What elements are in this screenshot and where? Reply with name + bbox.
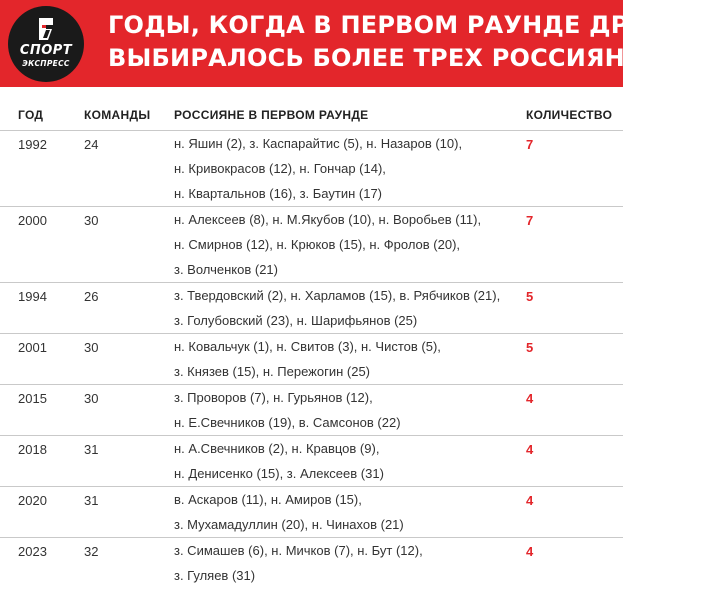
players-line: н. Яшин (2), з. Каспарайтис (5), н. Назаров (10), (174, 136, 463, 151)
table-row (0, 206, 623, 282)
cell-teams: 32 (84, 544, 99, 559)
cell-players (174, 538, 423, 588)
cell-players (174, 334, 441, 384)
cell-year: 1994 (18, 289, 47, 304)
column-header-players: РОССИЯНЕ В ПЕРВОМ РАУНДЕ (174, 108, 369, 122)
players-line: н. Е.Свечников (19), в. Самсонов (22) (174, 415, 401, 430)
cell-count: 4 (526, 442, 534, 457)
table-row (0, 282, 623, 333)
page-title (108, 9, 707, 75)
cell-year: 2015 (18, 391, 47, 406)
players-line: н. Квартальнов (16), з. Баутин (17) (174, 186, 382, 201)
draft-table (0, 100, 623, 588)
cell-year: 2001 (18, 340, 47, 355)
players-line: з. Гуляев (31) (174, 568, 256, 583)
players-line: з. Мухамадуллин (20), н. Чинахов (21) (174, 517, 404, 532)
cell-players (174, 207, 481, 282)
cell-year: 2020 (18, 493, 47, 508)
cell-year: 2018 (18, 442, 47, 457)
table-header (0, 100, 623, 130)
cell-count: 4 (526, 391, 534, 406)
table-row (0, 537, 623, 588)
players-line: н. Кривокрасов (12), н. Гончар (14), (174, 161, 386, 176)
cell-count: 5 (526, 340, 534, 355)
players-line: н. Смирнов (12), н. Крюков (15), н. Фролов (20), (174, 237, 461, 252)
logo-text-sport: СПОРТ (19, 43, 73, 58)
sport-express-logo (8, 6, 84, 82)
cell-players (174, 436, 384, 486)
players-line: н. Ковальчук (1), н. Свитов (3), н. Чистов (5), (174, 339, 441, 354)
cell-count: 7 (526, 137, 534, 152)
cell-count: 7 (526, 213, 534, 228)
cell-count: 4 (526, 493, 534, 508)
table-row (0, 333, 623, 384)
title-line-2: ВЫБИРАЛОСЬ БОЛЕЕ ТРЕХ РОССИЯН (108, 44, 625, 72)
column-header-year: ГОД (18, 108, 44, 122)
table-row (0, 384, 623, 435)
players-line: з. Симашев (6), н. Мичков (7), н. Бут (12), (174, 543, 423, 558)
players-line: в. Аскаров (11), н. Амиров (15), (174, 492, 362, 507)
cell-teams: 30 (84, 213, 99, 228)
cell-teams: 31 (84, 493, 99, 508)
logo-flame-icon (35, 16, 57, 42)
cell-teams: 30 (84, 391, 99, 406)
column-header-count: КОЛИЧЕСТВО (526, 108, 613, 122)
cell-year: 1992 (18, 137, 47, 152)
header-banner (0, 0, 707, 87)
cell-count: 5 (526, 289, 534, 304)
cell-year: 2000 (18, 213, 47, 228)
column-header-teams: КОМАНДЫ (84, 108, 151, 122)
logo-text-express: ЭКСПРЕСС (22, 59, 70, 68)
players-line: з. Князев (15), н. Пережогин (25) (174, 364, 371, 379)
players-line: з. Голубовский (23), н. Шарифьянов (25) (174, 313, 418, 328)
players-line: з. Твердовский (2), н. Харламов (15), в. Рябчиков (21), (174, 288, 501, 303)
cell-players (174, 385, 401, 435)
players-line: з. Волченков (21) (174, 262, 278, 277)
cell-teams: 30 (84, 340, 99, 355)
cell-teams: 26 (84, 289, 99, 304)
cell-teams: 24 (84, 137, 99, 152)
cell-players (174, 131, 462, 206)
players-line: н. А.Свечников (2), н. Кравцов (9), (174, 441, 380, 456)
title-line-1: ГОДЫ, КОГДА В ПЕРВОМ РАУНДЕ ДРАФТА (108, 11, 707, 39)
table-row (0, 130, 623, 206)
cell-players (174, 283, 500, 333)
cell-players (174, 487, 404, 537)
cell-year: 2023 (18, 544, 47, 559)
table-row (0, 486, 623, 537)
players-line: н. Алексеев (8), н. М.Якубов (10), н. Воробьев (11), (174, 212, 482, 227)
cell-teams: 31 (84, 442, 99, 457)
cell-count: 4 (526, 544, 534, 559)
players-line: н. Денисенко (15), з. Алексеев (31) (174, 466, 384, 481)
players-line: з. Проворов (7), н. Гурьянов (12), (174, 390, 373, 405)
table-row (0, 435, 623, 486)
